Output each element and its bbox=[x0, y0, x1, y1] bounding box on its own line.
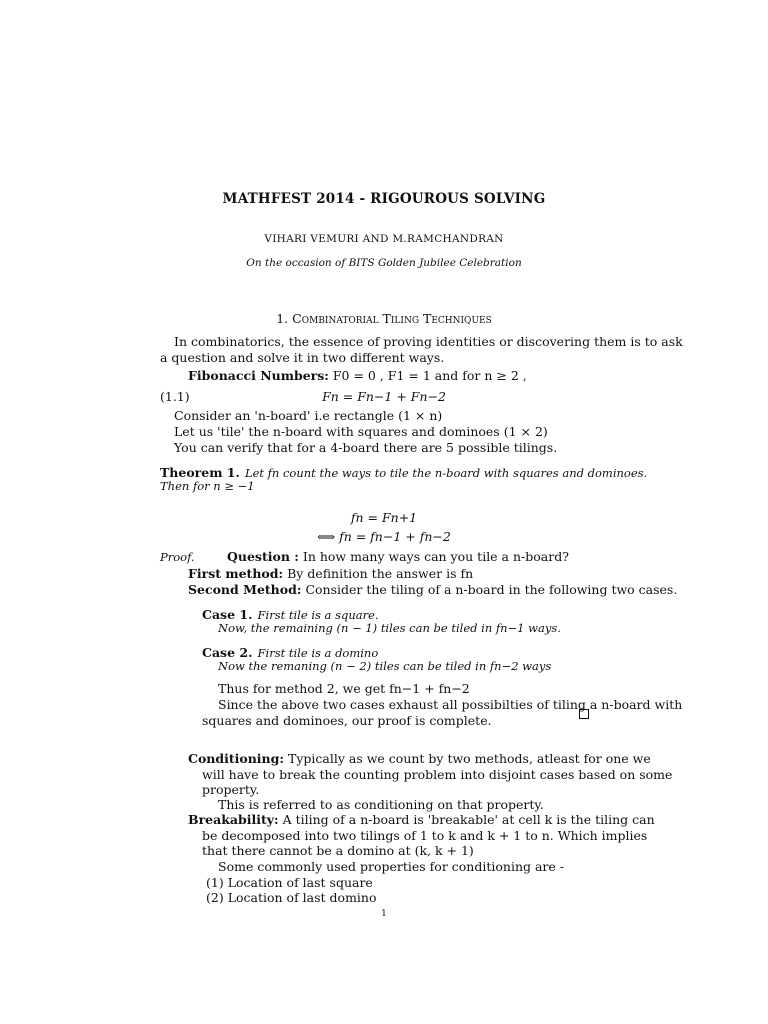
first-method-label: First method: bbox=[188, 566, 284, 581]
fibonacci-label: Fibonacci Numbers: bbox=[188, 368, 329, 383]
paper-occasion: On the occasion of BITS Golden Jubilee Celebration bbox=[246, 257, 522, 269]
equation-number: (1.1) bbox=[160, 389, 190, 404]
theorem-label: Theorem 1. bbox=[160, 465, 240, 480]
breakability-label: Breakability: bbox=[188, 812, 279, 827]
list-item-text: Location of last square bbox=[227, 875, 373, 890]
conditioning-line-4: This is referred to as conditioning on that property. bbox=[218, 797, 544, 812]
intro-line-2: a question and solve it in two different ways. bbox=[160, 350, 445, 365]
breakability-line-1: A tiling of a n-board is 'breakable' at cell k is the tiling can bbox=[282, 812, 655, 827]
case-1-label: Case 1. bbox=[202, 607, 253, 622]
since-line-2: squares and dominoes, our proof is complete. bbox=[202, 713, 492, 728]
list-item bbox=[206, 890, 377, 906]
proof-label: Proof. bbox=[160, 550, 195, 564]
list-item bbox=[206, 875, 373, 891]
some-properties-line: Some commonly used properties for conditioning are - bbox=[218, 859, 564, 874]
theorem-equation-1: fn = Fn+1 bbox=[350, 510, 418, 525]
fibonacci-text: F0 = 0 , F1 = 1 and for n ≥ 2 , bbox=[332, 368, 527, 383]
breakability-line-2: be decomposed into two tilings of 1 to k and k + 1 to n. Which implies bbox=[202, 828, 648, 843]
list-item-number: (1) bbox=[206, 875, 224, 890]
theorem-equation-2: ⟺ fn = fn−1 + fn−2 bbox=[317, 529, 451, 544]
first-method-text: By definition the answer is fn bbox=[287, 566, 474, 581]
intro-line-1: In combinatorics, the essence of proving identities or discovering them is to ask bbox=[174, 334, 683, 349]
list-item-text: Location of last domino bbox=[227, 890, 377, 905]
section-number: 1. bbox=[276, 311, 289, 326]
proof-question bbox=[227, 549, 569, 565]
consider-line: Consider an 'n-board' i.e rectangle (1 × n) bbox=[174, 408, 443, 423]
verify-line: You can verify that for a 4-board there are 5 possible tilings. bbox=[174, 440, 558, 455]
conditioning-line-3: property. bbox=[202, 782, 260, 797]
question-label: Question : bbox=[227, 549, 299, 564]
list-item-number: (2) bbox=[206, 890, 224, 905]
conditioning-paragraph bbox=[188, 751, 651, 767]
second-method bbox=[188, 582, 677, 598]
theorem-line-1: Let fn count the ways to tile the n-board with squares and dominoes. bbox=[244, 466, 648, 480]
fibonacci-definition bbox=[188, 368, 527, 384]
breakability-line-3: that there cannot be a domino at (k, k + 1) bbox=[202, 843, 474, 858]
section-heading bbox=[0, 311, 768, 326]
tile-line: Let us 'tile' the n-board with squares and dominoes (1 × 2) bbox=[174, 424, 548, 439]
case-2-label: Case 2. bbox=[202, 645, 253, 660]
conditioning-line-2: will have to break the counting problem into disjoint cases based on some bbox=[202, 767, 673, 782]
thus-line: Thus for method 2, we get fn−1 + fn−2 bbox=[218, 681, 470, 696]
breakability-paragraph bbox=[188, 812, 655, 828]
question-text: In how many ways can you tile a n-board? bbox=[302, 549, 569, 564]
paper-title: MATHFEST 2014 - RIGOUROUS SOLVING bbox=[222, 191, 546, 207]
qed-square bbox=[579, 709, 589, 719]
page-number: 1 bbox=[381, 909, 387, 919]
case-2-line-2: Now the remaning (n − 2) tiles can be tiled in fn−2 ways bbox=[218, 659, 552, 673]
case-2-line-1: First tile is a domino bbox=[257, 646, 379, 660]
theorem-line-2: Then for n ≥ −1 bbox=[160, 479, 255, 493]
conditioning-line-1: Typically as we count by two methods, atleast for one we bbox=[288, 751, 651, 766]
since-line-1: Since the above two cases exhaust all possibilties of tiling a n-board with bbox=[218, 697, 683, 712]
conditioning-label: Conditioning: bbox=[188, 751, 285, 766]
paper-authors: VIHARI VEMURI AND M.RAMCHANDRAN bbox=[264, 233, 504, 245]
case-1-line-1: First tile is a square. bbox=[257, 608, 379, 622]
second-method-text: Consider the tiling of a n-board in the following two cases. bbox=[305, 582, 678, 597]
fibonacci-equation: Fn = Fn−1 + Fn−2 bbox=[322, 389, 446, 404]
second-method-label: Second Method: bbox=[188, 582, 302, 597]
case-1-line-2: Now, the remaining (n − 1) tiles can be tiled in fn−1 ways. bbox=[218, 621, 561, 635]
first-method bbox=[188, 566, 473, 582]
section-title: Combinatorial Tiling Techniques bbox=[292, 311, 492, 326]
